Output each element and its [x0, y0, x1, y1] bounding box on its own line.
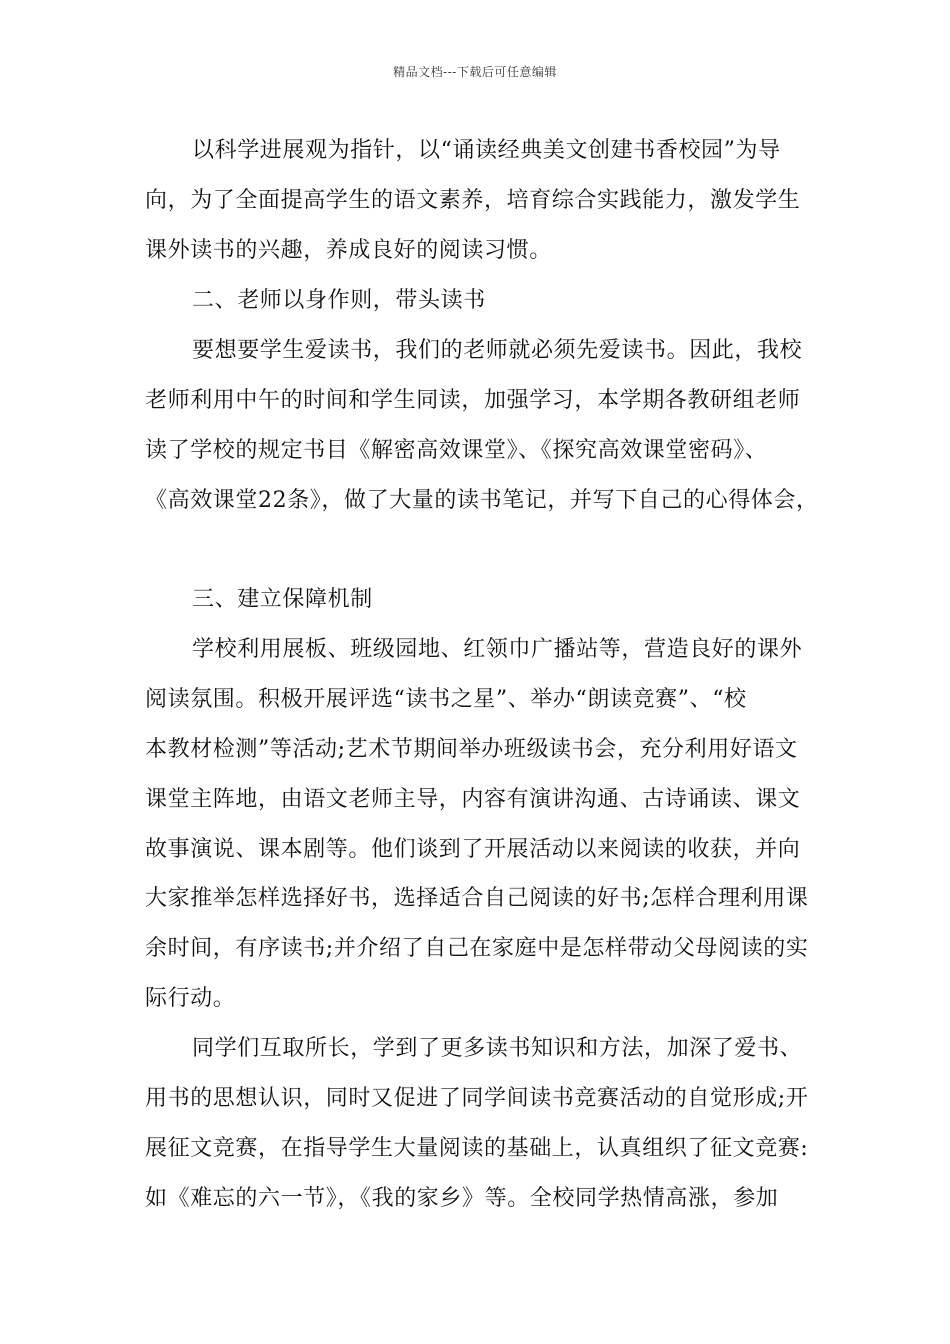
paragraph-line: 向，为了全面提高学生的语文素养，培育综合实践能力，激发学生 [145, 188, 801, 213]
paragraph-line: 本教材检测”等活动;艺术节期间举办班级读书会，充分利用好语文 [145, 737, 798, 762]
paragraph-line: 大家推举怎样选择好书，选择适合自己阅读的好书;怎样合理利用课 [145, 886, 809, 911]
paragraph-line: 阅读氛围。积极开展评选“读书之星”、举办“朗读竞赛”、“校 [145, 687, 747, 712]
paragraph-line: 用书的思想认识，同时又促进了同学间读书竞赛活动的自觉形成;开 [145, 1086, 809, 1111]
paragraph-line: 课堂主阵地，由语文老师主导，内容有演讲沟通、古诗诵读、课文 [145, 787, 801, 812]
paragraph-line: 如《难忘的六一节》，《我的家乡》等。全校同学热情高涨，参加 [145, 1186, 779, 1211]
paragraph-line: 课外读书的兴趣，养成良好的阅读习惯。 [145, 238, 552, 263]
paragraph-line: 《高效课堂22条》，做了大量的读书笔记，并写下自己的心得体会， [145, 488, 819, 513]
section-heading: 二、老师以身作则，带头读书 [192, 288, 486, 313]
paragraph-line: 要想要学生爱读书，我们的老师就必须先爱读书。因此，我校 [192, 338, 803, 363]
paragraph-line: 故事演说、课本剧等。他们谈到了开展活动以来阅读的收获，并向 [145, 837, 801, 862]
paragraph-line: 际行动。 [145, 986, 236, 1011]
page-header: 精品文档---下载后可任意编辑 [393, 65, 557, 79]
paragraph-line: 余时间，有序读书;并介绍了自己在家庭中是怎样带动父母阅读的实 [145, 936, 809, 961]
paragraph-line: 展征文竞赛，在指导学生大量阅读的基础上，认真组织了征文竞赛: [145, 1136, 809, 1161]
section-heading: 三、建立保障机制 [192, 587, 373, 612]
paragraph-line: 读了学校的规定书目《解密高效课堂》、《探究高效课堂密码》、 [145, 438, 768, 463]
paragraph-line: 以科学进展观为指针，以“诵读经典美文创建书香校园”为导 [192, 138, 781, 163]
paragraph-line: 老师利用中午的时间和学生同读，加强学习，本学期各教研组老师 [145, 388, 801, 413]
paragraph-line: 同学们互取所长，学到了更多读书知识和方法，加深了爱书、 [192, 1036, 803, 1061]
paragraph-line: 学校利用展板、班级园地、红领巾广播站等，营造良好的课外 [192, 637, 803, 662]
